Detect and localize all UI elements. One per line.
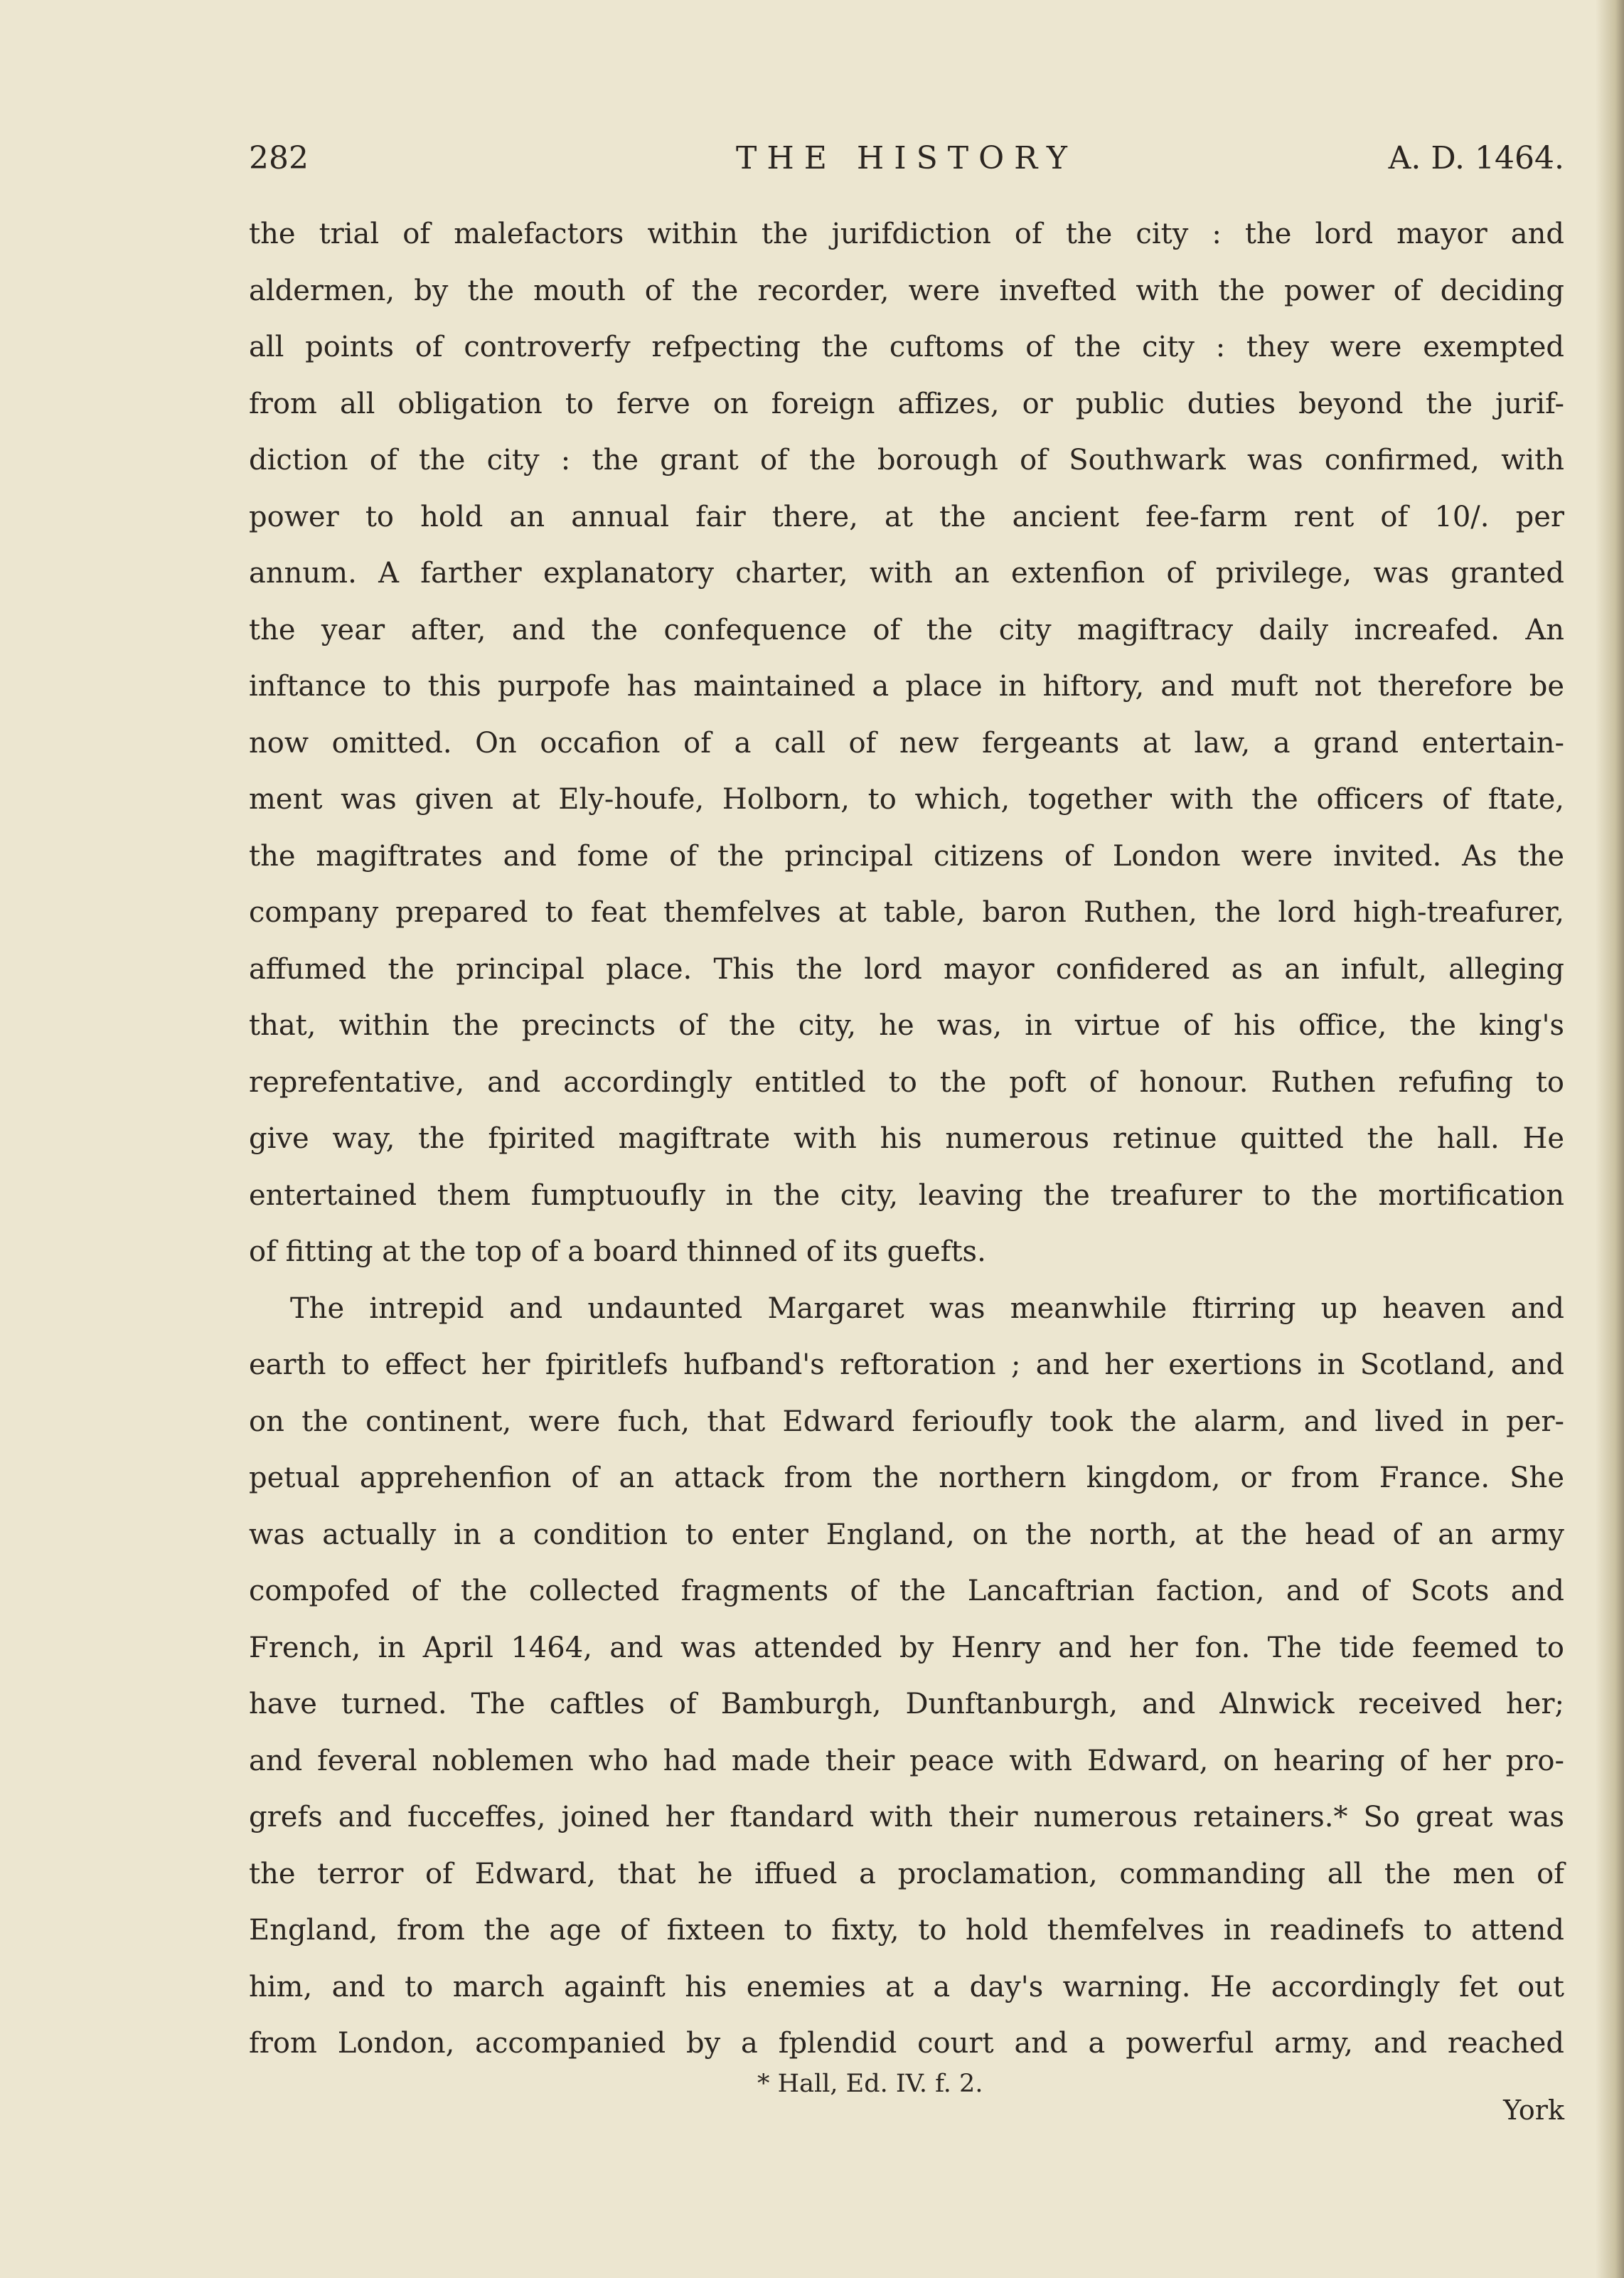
running-title: THE HISTORY bbox=[736, 140, 1077, 176]
text-line: inftance to this purpofe has maintained a place in hiftory, and muft not therefore be bbox=[249, 670, 1564, 703]
page-number: 282 bbox=[249, 140, 309, 176]
text-line: give way, the fpirited magiftrate with his numerous retinue quitted the hall. He bbox=[249, 1122, 1564, 1155]
running-header bbox=[249, 134, 1564, 183]
text-line: the magiftrates and fome of the principal citizens of London were invited. As the bbox=[249, 839, 1564, 873]
text-line: French, in April 1464, and was attended by Henry and her fon. The tide feemed to bbox=[249, 1631, 1564, 1664]
text-line: of fitting at the top of a board thinned of its guefts. bbox=[249, 1235, 986, 1268]
text-line: the trial of malefactors within the jurifdiction of the city : the lord mayor and bbox=[249, 218, 1564, 250]
body-text bbox=[249, 206, 1564, 2072]
text-line: on the continent, were fuch, that Edward ferioufly took the alarm, and lived in per- bbox=[249, 1405, 1564, 1438]
text-line: The intrepid and undaunted Margaret was meanwhile ftirring up heaven and bbox=[290, 1292, 1564, 1325]
text-line: now omitted. On occafion of a call of new fergeants at law, a grand entertain- bbox=[249, 726, 1564, 760]
text-line: that, within the precincts of the city, he was, in virtue of his office, the king's bbox=[249, 1009, 1564, 1042]
text-line: from London, accompanied by a fplendid court and a powerful army, and reached bbox=[249, 2027, 1564, 2060]
text-line: petual apprehenfion of an attack from the northern kingdom, or from France. She bbox=[249, 1462, 1564, 1494]
text-line: ment was given at Ely-houfe, Holborn, to which, together with the officers of ftate, bbox=[249, 783, 1564, 816]
text-line: was actually in a condition to enter England, on the north, at the head of an army bbox=[249, 1518, 1564, 1551]
text-line: aldermen, by the mouth of the recorder, were invefted with the power of deciding bbox=[249, 274, 1564, 307]
footnote: * Hall, Ed. IV. f. 2. bbox=[757, 2070, 983, 2098]
text-line: the year after, and the confequence of the city magiftracy daily increafed. An bbox=[249, 613, 1564, 646]
text-line: and feveral noblemen who had made their peace with Edward, on hearing of her pro- bbox=[249, 1744, 1564, 1777]
header-year: A. D. 1464. bbox=[1388, 140, 1564, 176]
text-line: have turned. The caftles of Bamburgh, Dunftanburgh, and Alnwick received her; bbox=[249, 1688, 1564, 1720]
text-line: annum. A farther explanatory charter, with an extenfion of privilege, was granted bbox=[249, 557, 1564, 590]
text-line: entertained them fumptuoufly in the city, leaving the treafurer to the mortification bbox=[249, 1178, 1564, 1212]
text-line: England, from the age of fixteen to fixty, to hold themfelves in readinefs to attend bbox=[249, 1914, 1564, 1947]
text-line: power to hold an annual fair there, at the ancient fee-farm rent of 10/. per bbox=[249, 500, 1564, 533]
text-line: earth to effect her fpiritlefs hufband's reftoration ; and her exertions in Scotland, and bbox=[249, 1348, 1564, 1381]
text-line: grefs and fucceffes, joined her ftandard with their numerous retainers.* So great was bbox=[249, 1801, 1564, 1833]
text-line: the terror of Edward, that he iffued a proclamation, commanding all the men of bbox=[249, 1857, 1564, 1890]
text-line: company prepared to feat themfelves at table, baron Ruthen, the lord high-treafurer, bbox=[249, 896, 1564, 929]
text-line: compofed of the collected fragments of the Lancaftrian faction, and of Scots and bbox=[249, 1575, 1564, 1607]
text-line: diction of the city : the grant of the borough of Southwark was confirmed, with bbox=[249, 444, 1564, 477]
page-edge-shadow bbox=[1596, 0, 1624, 2278]
text-line: affumed the principal place. This the lord mayor confidered as an infult, alleging bbox=[249, 952, 1564, 986]
text-line: from all obligation to ferve on foreign affizes, or public duties beyond the jurif- bbox=[249, 387, 1564, 420]
text-line: him, and to march againft his enemies at a day's warning. He accordingly fet out bbox=[249, 1970, 1564, 2003]
text-line: reprefentative, and accordingly entitled to the poft of honour. Ruthen refufing to bbox=[249, 1065, 1564, 1099]
text-line: all points of controverfy refpecting the cuftoms of the city : they were exempted bbox=[249, 331, 1564, 363]
catchword: York bbox=[1503, 2095, 1564, 2126]
